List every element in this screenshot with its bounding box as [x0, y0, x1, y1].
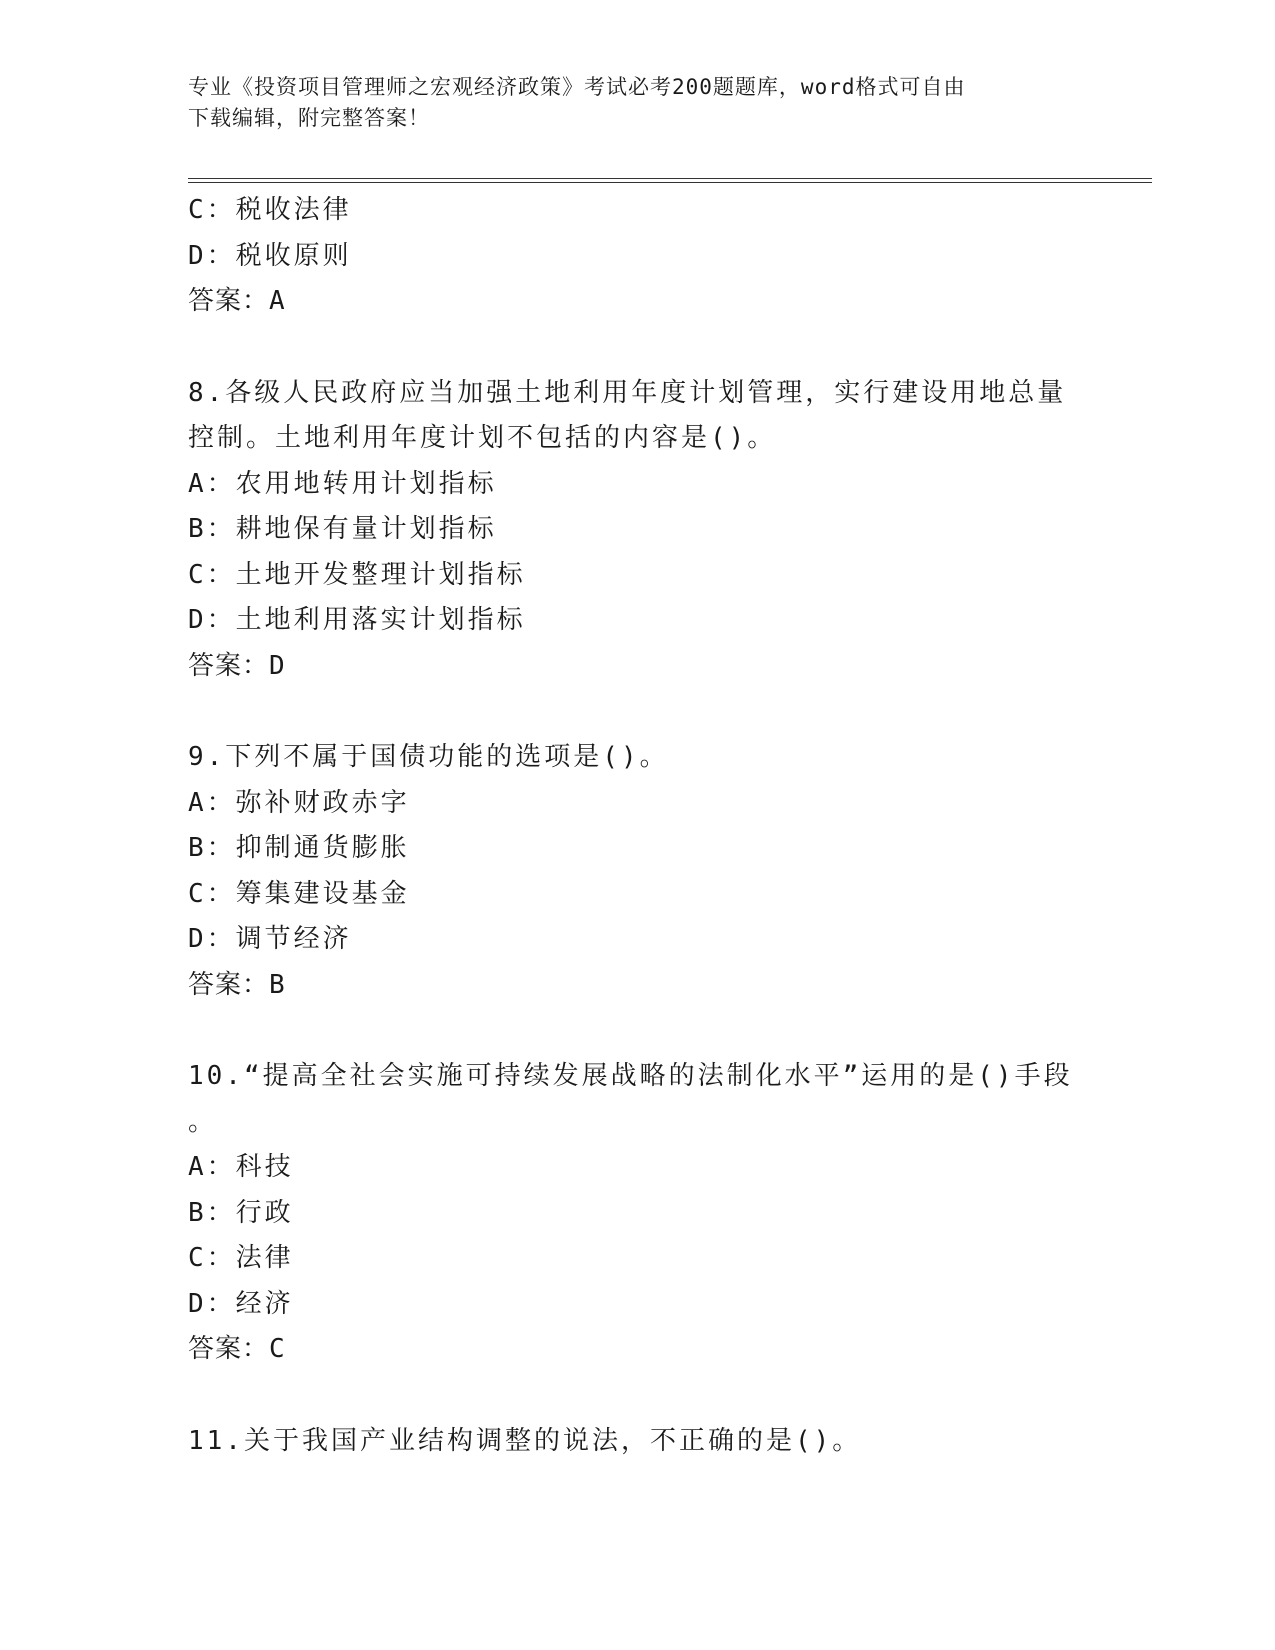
answer-label: 答案：	[188, 286, 270, 316]
option-d: D：调节经济	[188, 924, 352, 954]
answer-label: 答案：	[188, 650, 270, 681]
question-list	[188, 188, 1088, 1464]
answer-line	[188, 279, 1088, 325]
question-11	[188, 1419, 1088, 1465]
question-text-line-1: 10.“提高全社会实施可持续发展战略的法制化水平”运用的是()手段	[188, 1061, 1073, 1091]
question-10	[188, 1054, 1088, 1373]
answer-value: C	[269, 1334, 286, 1364]
header-divider-top	[188, 178, 1152, 179]
option-a: A：弥补财政赤字	[188, 787, 410, 818]
option-d: D：土地利用落实计划指标	[188, 605, 526, 635]
answer-value: B	[269, 969, 286, 1000]
question-text-line-1: 11.关于我国产业结构调整的说法，不正确的是()。	[188, 1425, 862, 1456]
answer-line	[188, 644, 1088, 690]
question-7-tail	[188, 188, 1088, 325]
header-divider-bottom	[188, 182, 1152, 183]
header-line-2: 下载编辑，附完整答案！	[188, 106, 430, 130]
option-a: A：科技	[188, 1152, 294, 1182]
option-b: B：抑制通货膨胀	[188, 833, 410, 863]
question-8	[188, 371, 1088, 690]
document-header	[188, 72, 1088, 134]
question-text-line-2: 。	[188, 1106, 218, 1137]
option-b: B：耕地保有量计划指标	[188, 514, 497, 544]
header-line-1: 专业《投资项目管理师之宏观经济政策》考试必考200题题库，word格式可自由	[188, 75, 966, 99]
option-c: C：筹集建设基金	[188, 878, 410, 909]
question-text-line-1: 8.各级人民政府应当加强土地利用年度计划管理，实行建设用地总量	[188, 377, 1067, 408]
option-c: C：法律	[188, 1243, 294, 1273]
option-c: C：税收法律	[188, 195, 352, 225]
option-c: C：土地开发整理计划指标	[188, 559, 526, 590]
option-d: D：经济	[188, 1288, 294, 1319]
answer-label: 答案：	[188, 969, 270, 1000]
question-9	[188, 735, 1088, 1008]
option-d: D：税收原则	[188, 240, 352, 271]
question-text-line-2: 控制。土地利用年度计划不包括的内容是()。	[188, 423, 777, 453]
option-a: A：农用地转用计划指标	[188, 468, 497, 499]
answer-line	[188, 1327, 1088, 1373]
question-text-line-1: 9.下列不属于国债功能的选项是()。	[188, 742, 669, 772]
answer-value: A	[269, 286, 286, 316]
answer-value: D	[269, 650, 286, 681]
answer-label: 答案：	[188, 1334, 270, 1364]
answer-line	[188, 963, 1088, 1009]
option-b: B：行政	[188, 1197, 294, 1228]
